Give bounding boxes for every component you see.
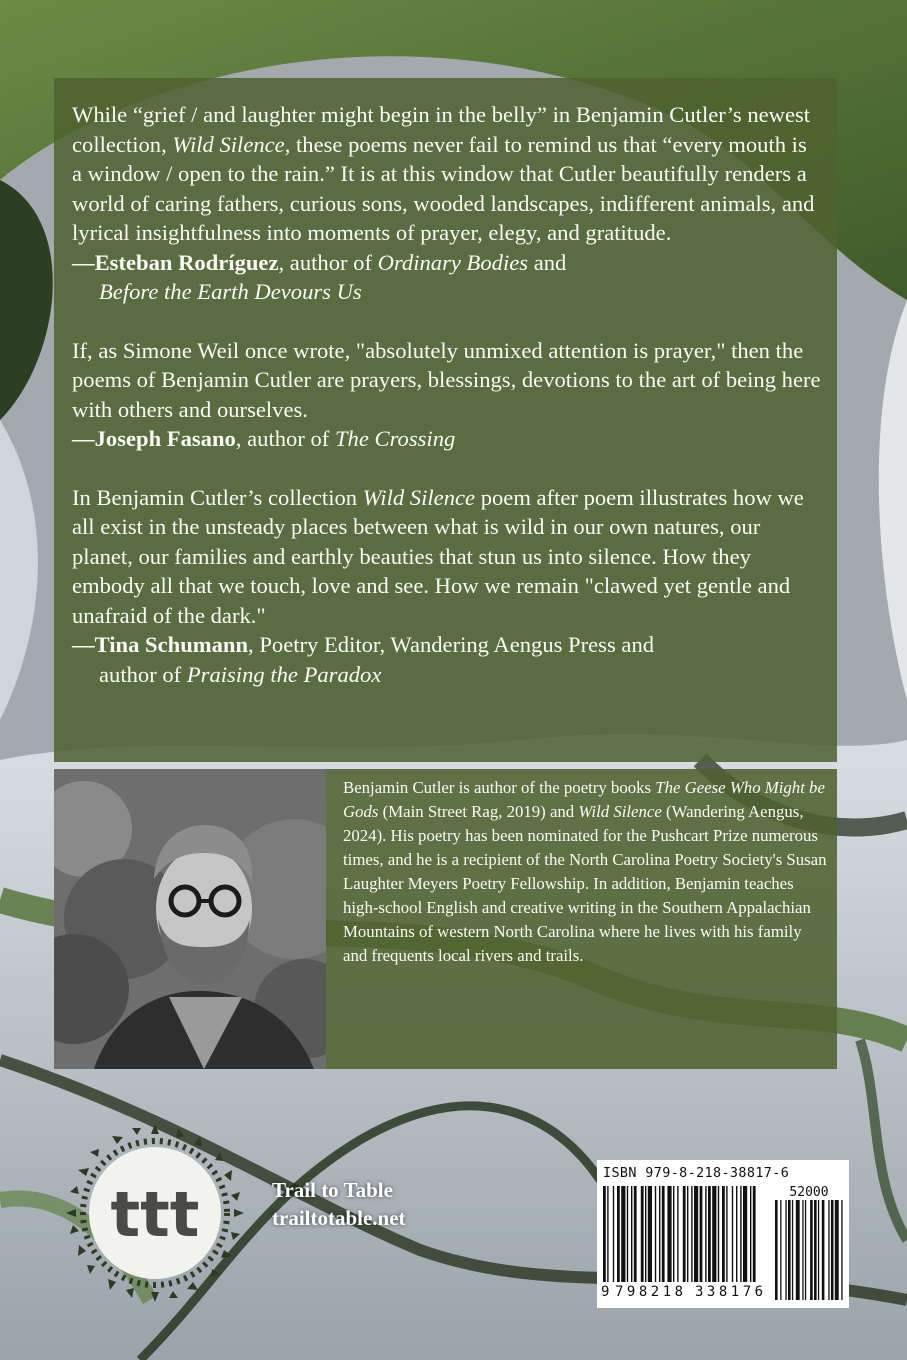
author-book-title: The Crossing	[334, 426, 456, 451]
author-book-title: Ordinary Bodies	[377, 249, 529, 275]
barcode-bar	[621, 1186, 625, 1282]
barcode-bar	[655, 1186, 656, 1282]
bio-text: (Wandering Aengus, 2024). His poetry has been nominated for the Pushcart Prize numerous times, and he is a recipient of the North Carolina Poetry Society's Susan Laughter Meyers Poetry Fellowship. In addition, Benjamin teaches high-school English and creative writing in the Southern Appalachian Mountains of western North Carolina where he lives with his family and frequents local rivers and trails.	[343, 802, 827, 965]
barcode-bar	[607, 1186, 608, 1282]
blurb-author-name: —Joseph Fasano	[72, 426, 236, 451]
author-bio	[326, 769, 837, 1069]
barcode-bar	[648, 1186, 652, 1282]
barcode-bar	[673, 1186, 674, 1282]
price-code: 52000	[789, 1185, 829, 1200]
barcode-bar	[705, 1186, 706, 1282]
ean-right-group: 338176	[695, 1284, 767, 1300]
barcode-bar	[736, 1186, 737, 1282]
barcode-bar	[700, 1186, 703, 1282]
barcode-addon-bar	[822, 1200, 825, 1300]
blurb-text-part: poem after poem illustrates how we all exist in the unsteady places between what is wild in our own natures, our planet, our families and earthly beauties that stun us into silence. How they embody all that we touch, love and see. How we remain "clawed yet gentle and unafraid of the dark."	[72, 484, 804, 628]
publisher-logo-text: ttt	[110, 1178, 200, 1251]
barcode-addon-bar	[780, 1200, 781, 1300]
attribution-text: , author of	[235, 426, 335, 451]
barcode-addon-bar	[802, 1200, 803, 1300]
barcode-bar	[627, 1186, 628, 1282]
barcode-bar	[659, 1186, 660, 1282]
author-book-title: Before the Earth Devours Us	[99, 279, 362, 304]
barcode-addon-bar	[788, 1200, 791, 1300]
barcode-addon-bar	[792, 1200, 793, 1300]
blurb-text	[72, 100, 821, 248]
barcode-bar	[634, 1186, 637, 1282]
blurb-attribution-continued	[72, 277, 821, 307]
bio-text: Benjamin Cutler is author of the poetry books	[343, 778, 656, 797]
barcode-bar	[753, 1186, 756, 1282]
publisher-url: trailtotable.net	[272, 1206, 406, 1230]
barcode-addon-bar	[814, 1200, 817, 1300]
attribution-text: and	[528, 249, 567, 275]
barcode-addon-bar	[818, 1200, 819, 1300]
bio-book-title: The Geese Who Might be Gods	[343, 778, 825, 821]
attribution-text: , Poetry Editor, Wandering Aengus Press and	[248, 632, 655, 657]
barcode-bar	[708, 1186, 711, 1282]
blurb-schumann	[72, 483, 821, 690]
barcode-bar	[683, 1186, 686, 1282]
book-title: Wild Silence	[172, 131, 285, 157]
bio-book-title: Wild Silence	[578, 802, 662, 821]
barcode-bar	[631, 1186, 632, 1282]
barcode-addon-bar	[835, 1200, 839, 1300]
blurb-text: If, as Simone Weil once wrote, "absolutely unmixed attention is prayer," then the poems of Benjamin Cutler are prayers, blessings, devotions to the art of being here with others and ourselves.	[72, 337, 821, 422]
barcode-addon-bar	[841, 1200, 842, 1300]
author-book-title: Praising the Paradox	[186, 661, 382, 687]
isbn-label: ISBN 979-8-218-38817-6	[603, 1166, 790, 1181]
barcode-bar	[732, 1186, 733, 1282]
barcode-bar	[603, 1186, 606, 1282]
barcode-bar	[617, 1186, 620, 1282]
ean-first-digit: 9	[601, 1284, 610, 1300]
barcode-addon-bar	[831, 1200, 834, 1300]
attribution-text: , author of	[278, 249, 378, 275]
barcode-bar	[613, 1186, 614, 1282]
blurb-author-name: —Tina Schumann	[72, 632, 249, 657]
blurb-attribution	[72, 630, 821, 660]
barcode-bar	[641, 1186, 644, 1282]
barcode-bar	[740, 1186, 741, 1282]
blurb-attribution-continued	[72, 660, 821, 690]
publisher-name: Trail to Table	[272, 1178, 393, 1202]
barcode-bar	[743, 1186, 747, 1282]
ean-left-group: 798218	[615, 1284, 687, 1300]
barcode-bar	[722, 1186, 725, 1282]
barcode-addon-bar	[785, 1200, 786, 1300]
blurb-attribution	[72, 248, 821, 278]
blurb-author-name: —Esteban Rodríguez	[72, 249, 279, 275]
barcode-bar	[750, 1186, 751, 1282]
blurb-text	[72, 483, 821, 631]
barcode-addon-bar	[796, 1200, 800, 1300]
publisher-info	[272, 1176, 406, 1232]
barcode-addon-bar	[775, 1200, 778, 1300]
author-photo	[54, 769, 326, 1069]
blurb-text-part: In Benjamin Cutler’s collection	[72, 484, 363, 510]
book-title: Wild Silence	[362, 484, 476, 510]
bio-text: (Main Street Rag, 2019) and	[378, 802, 579, 821]
barcode-bar	[726, 1186, 727, 1282]
publisher-logo	[60, 1118, 250, 1308]
attribution-text: author of	[99, 661, 187, 687]
barcode-bar	[691, 1186, 692, 1282]
blurb-rodriguez	[72, 100, 821, 307]
barcode-bar	[677, 1186, 678, 1282]
blurb-attribution	[72, 424, 821, 454]
isbn-barcode	[597, 1160, 849, 1308]
barcode-addon-bar	[805, 1200, 806, 1300]
barcode-bar	[667, 1186, 671, 1282]
blurbs-panel	[54, 78, 837, 762]
barcode-bar	[712, 1186, 716, 1282]
blurb-text-part: While “grief / and laughter might begin in the belly” in Benjamin Cutler’s newest collection,	[72, 102, 811, 157]
barcode-addon-bar	[828, 1200, 829, 1300]
blurb-text-part: , these poems never fail to remind us that “every mouth is a window / open to the rain.” It is at this window that Cutler beautifully renders a world of caring fathers, curious sons, wooded landscapes, indifferent animals, and lyrical insightfulness into moments of prayer, elegy, and gratitude.	[72, 131, 815, 245]
barcode-bar	[645, 1186, 646, 1282]
barcode-bar	[718, 1186, 719, 1282]
barcode-addon-bar	[810, 1200, 813, 1300]
barcode-bar	[694, 1186, 698, 1282]
barcode-bar	[662, 1186, 665, 1282]
barcode-bar	[687, 1186, 688, 1282]
blurb-fasano	[72, 336, 821, 454]
